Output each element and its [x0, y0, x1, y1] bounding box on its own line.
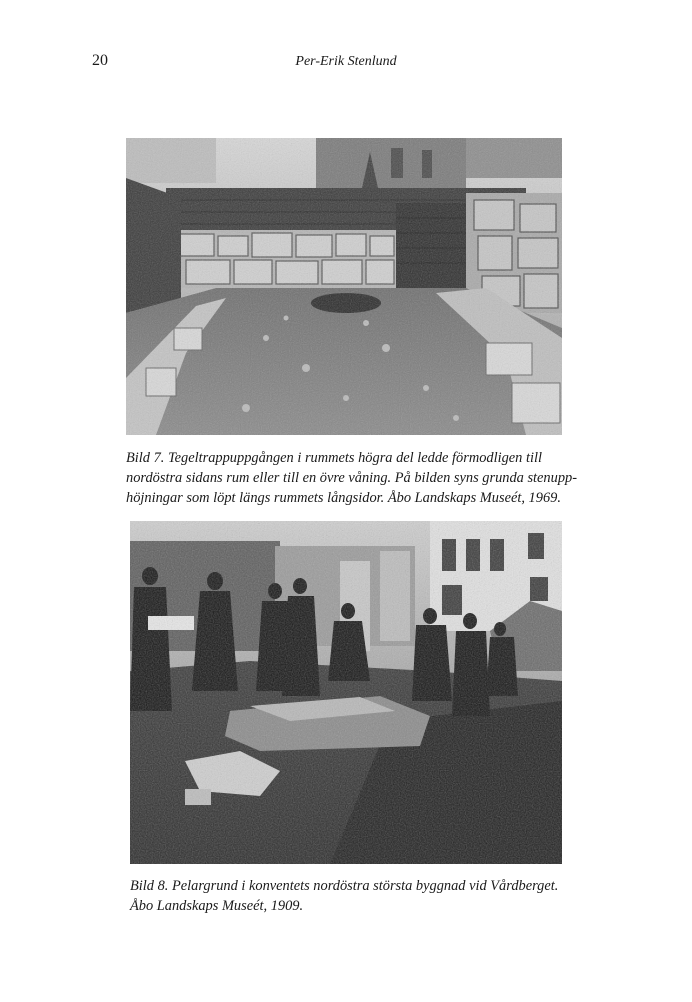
caption-bild-8	[130, 876, 570, 916]
caption-line: Bild 7. Tegeltrappuppgången i rummets högra del ledde förmodligen till	[126, 450, 542, 466]
caption-line: höjningar som löpt längs rummets långsidor. Åbo Landskaps Museét, 1969.	[126, 490, 561, 506]
page-number: 20	[92, 52, 108, 69]
running-head: Per-Erik Stenlund	[295, 54, 397, 69]
photo-bild-7	[126, 138, 562, 435]
caption-bild-7	[126, 448, 578, 508]
caption-line: Åbo Landskaps Museét, 1909.	[130, 898, 304, 914]
caption-line: Bild 8. Pelargrund i konventets nordöstra största byggnad vid Vårdberget.	[130, 878, 559, 894]
photo-bild-8	[130, 521, 562, 864]
caption-line: nordöstra sidans rum eller till en övre våning. På bilden syns grunda stenupp-	[126, 470, 578, 486]
